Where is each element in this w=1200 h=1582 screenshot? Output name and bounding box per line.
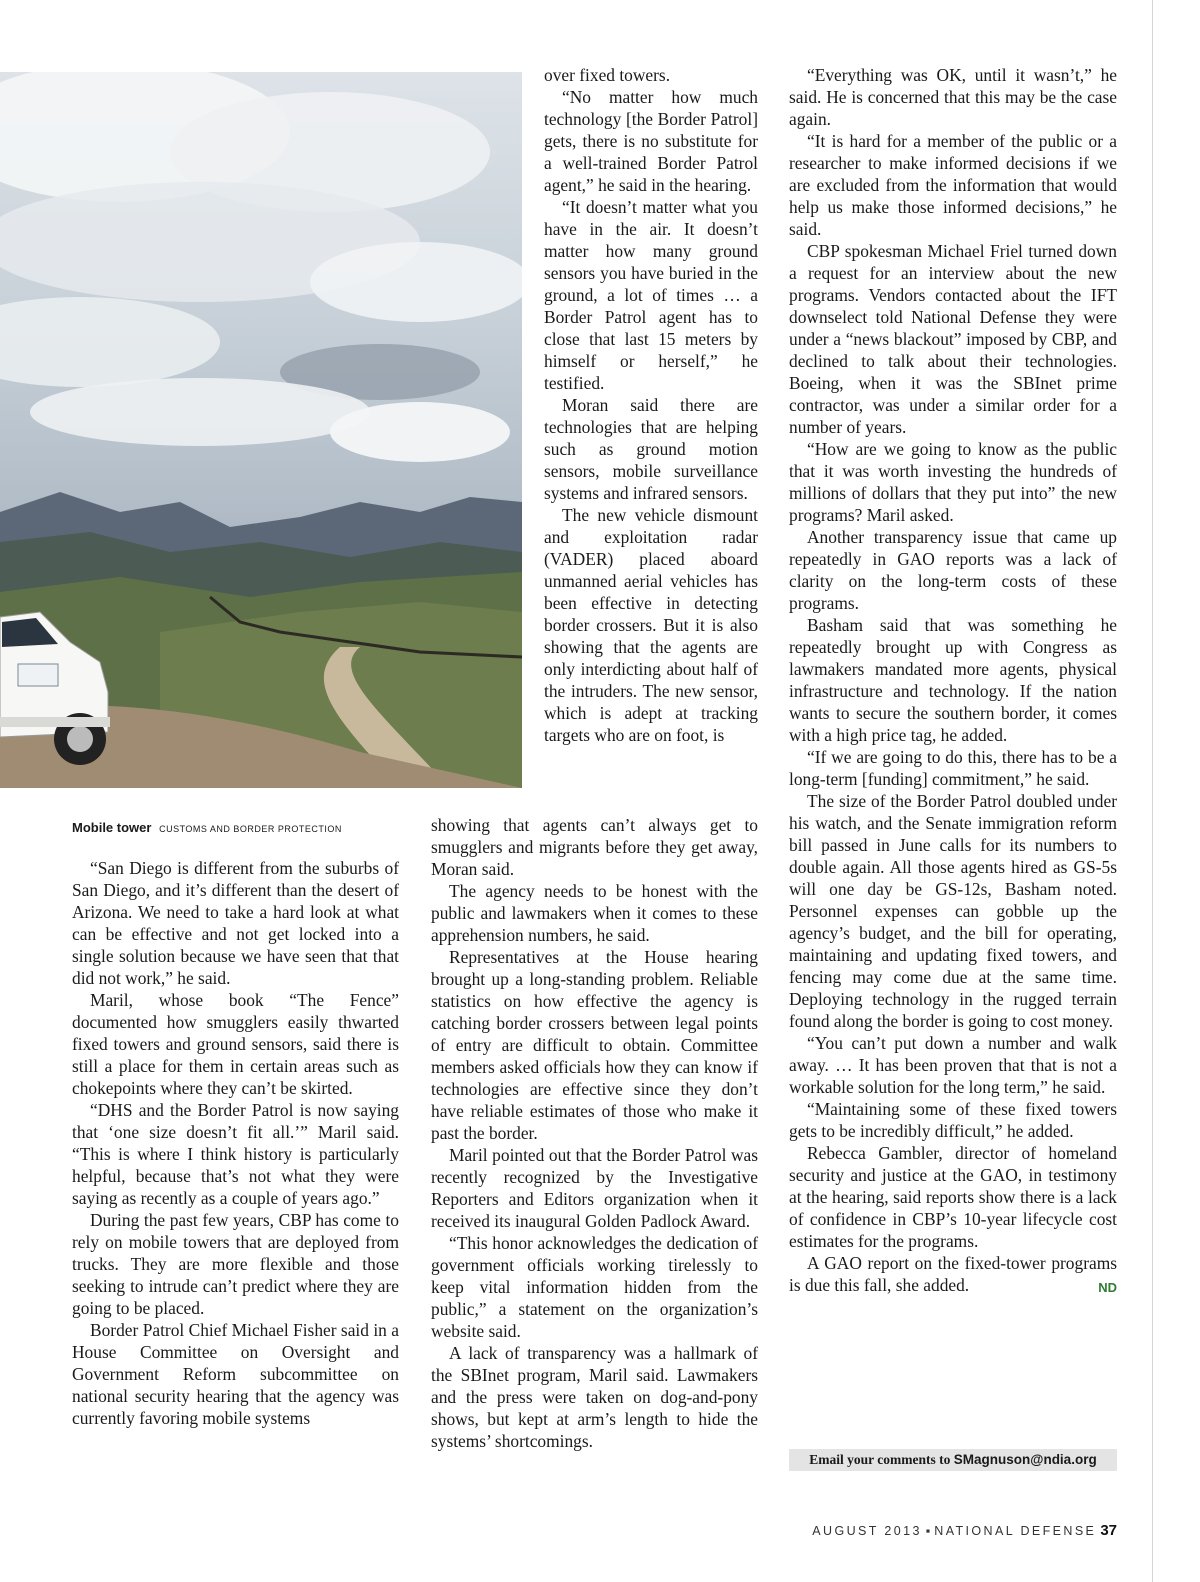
email-prefix: Email your comments to xyxy=(809,1452,954,1467)
photo-illustration xyxy=(0,72,522,788)
paragraph: Representatives at the House hearing brought up a long-standing problem. Reliable statistics on how effective the agency is catching border crossers between legal points of entry are difficult to obtain. Committee members asked officials how they can know if technologies are effective since they don’t have reliable estimates of those who make it past the border. xyxy=(431,947,758,1143)
paragraph: The agency needs to be honest with the public and lawmakers when it comes to these apprehension numbers, he said. xyxy=(431,881,758,945)
article-column-3 xyxy=(789,64,1117,1299)
photo-caption xyxy=(72,820,342,835)
paragraph: “How are we going to know as the public that it was worth investing the hundreds of millions of dollars that they put into” the new programs? Maril asked. xyxy=(789,439,1117,525)
paragraph: Another transparency issue that came up repeatedly in GAO reports was a lack of clarity on the long-term costs of these programs. xyxy=(789,527,1117,613)
paragraph: “Everything was OK, until it wasn’t,” he said. He is concerned that this may be the case again. xyxy=(789,65,1117,129)
photo-mobile-tower xyxy=(0,72,522,788)
paragraph: “San Diego is different from the suburbs of San Diego, and it’s different than the desert of Arizona. We need to take a hard look at what can be effective and not get locked into a single solution because we have seen that that did not work,” he said. xyxy=(72,858,399,988)
paragraph: A lack of transparency was a hallmark of the SBInet program, Maril said. Lawmakers and the press were taken on dog-and-pony shows, but kept at arm’s length to hide the systems’ shortcomings. xyxy=(431,1343,758,1451)
paragraph: Basham said that was something he repeatedly brought up with Congress as lawmakers mandated more agents, physical infrastructure and technology. If the nation wants to secure the southern border, it comes with a high price tag, he added. xyxy=(789,615,1117,745)
paragraph: Border Patrol Chief Michael Fisher said in a House Committee on Oversight and Government Reform subcommittee on national security hearing that the agency was currently favoring mobile systems xyxy=(72,1320,399,1428)
page-number: 37 xyxy=(1100,1522,1117,1539)
paragraph: The size of the Border Patrol doubled under his watch, and the Senate immigration reform bill passed in June calls for its numbers to double again. All those agents hired as GS-5s will one day be GS-12s, Basham noted. Personnel expenses can gobble up the agency’s budget, and the bill for operating, maintaining and updating fixed towers, and fencing may come due at the same time. Deploying technology in the rugged terrain found along the border is going to cost money. xyxy=(789,791,1117,1031)
email-address-link[interactable]: SMagnuson@ndia.org xyxy=(953,1452,1097,1467)
page-footer xyxy=(812,1522,1117,1539)
paragraph: “This honor acknowledges the dedication of government officials working tirelessly to keep vital information hidden from the public,” a statement on the organization’s website said. xyxy=(431,1233,758,1341)
paragraph: “It doesn’t matter what you have in the air. It doesn’t matter how many ground sensors you have buried in the ground, a lot of times … a Border Patrol agent has to close that last 15 meters by himself or herself,” he testified. xyxy=(544,197,758,393)
paragraph: “DHS and the Border Patrol is now saying that ‘one size doesn’t fit all.’” Maril said. “This is where I think history is particularly helpful, because that’s not what they were saying as recently as a couple of years ago.” xyxy=(72,1100,399,1208)
paragraph-last xyxy=(789,1252,1117,1296)
end-mark: ND xyxy=(1098,1280,1117,1295)
footer-magazine: NATIONAL DEFENSE xyxy=(934,1524,1097,1538)
caption-title: Mobile tower xyxy=(72,820,152,835)
paragraph: Moran said there are technologies that are helping such as ground motion sensors, mobile surveillance systems and infrared sensors. xyxy=(544,395,758,503)
paragraph: During the past few years, CBP has come to rely on mobile towers that are deployed from trucks. They are more flexible and those seeking to intrude can’t predict where they are going to be placed. xyxy=(72,1210,399,1318)
paragraph: Maril, whose book “The Fence” documented how smugglers easily thwarted fixed towers and ground sensors, said there is still a place for them in certain areas such as chokepoints where they can’t be skirted. xyxy=(72,990,399,1098)
paragraph: “No matter how much technology [the Border Patrol] gets, there is no substitute for a well-trained Border Patrol agent,” he said in the hearing. xyxy=(544,87,758,195)
email-comments-box xyxy=(789,1449,1117,1471)
paragraph: The new vehicle dismount and exploitation radar (VADER) placed aboard unmanned aerial vehicles has been effective in detecting border crossers. But it is also showing that the agents are only interdicting about half of the intruders. The new sensor, which is adept at tracking targets who are on foot, is xyxy=(544,505,758,745)
paragraph-continued: showing that agents can’t always get to smugglers and migrants before they get away, Moran said. xyxy=(431,815,758,879)
paragraph: Maril pointed out that the Border Patrol was recently recognized by the Investigative Reporters and Editors organization when it received its inaugural Golden Padlock Award. xyxy=(431,1145,758,1231)
footer-bullet: ▪ xyxy=(925,1524,931,1538)
paragraph-continued: over fixed towers. xyxy=(544,65,671,85)
caption-credit: CUSTOMS AND BORDER PROTECTION xyxy=(159,824,342,834)
article-column-1 xyxy=(72,857,399,1429)
paragraph: Rebecca Gambler, director of homeland security and justice at the GAO, in testimony at the hearing, said reports show there is a lack of confidence in CBP’s 10-year lifecycle cost estimates for the programs. xyxy=(789,1143,1117,1251)
last-paragraph-text: A GAO report on the fixed-tower programs is due this fall, she added. xyxy=(789,1253,1117,1295)
article-column-2-lower xyxy=(431,814,758,1452)
paragraph: CBP spokesman Michael Friel turned down a request for an interview about the new programs. Vendors contacted about the IFT downselect told National Defense they were under a “news blackout” imposed by CBP, and declined to talk about their technologies. Boeing, when it was the SBInet prime contractor, was under a similar order for a number of years. xyxy=(789,241,1117,437)
paragraph: “It is hard for a member of the public or a researcher to make informed decisions if we are excluded from the information that would help us make those informed decisions,” he said. xyxy=(789,131,1117,239)
paragraph: “If we are going to do this, there has to be a long-term [funding] commitment,” he said. xyxy=(789,747,1117,789)
article-column-2-upper xyxy=(544,64,758,746)
footer-issue: AUGUST 2013 xyxy=(812,1524,922,1538)
page-edge-line xyxy=(1152,0,1153,1582)
paragraph: “Maintaining some of these fixed towers gets to be incredibly difficult,” he added. xyxy=(789,1099,1117,1141)
paragraph: “You can’t put down a number and walk away. … It has been proven that that is not a workable solution for the long term,” he said. xyxy=(789,1033,1117,1097)
